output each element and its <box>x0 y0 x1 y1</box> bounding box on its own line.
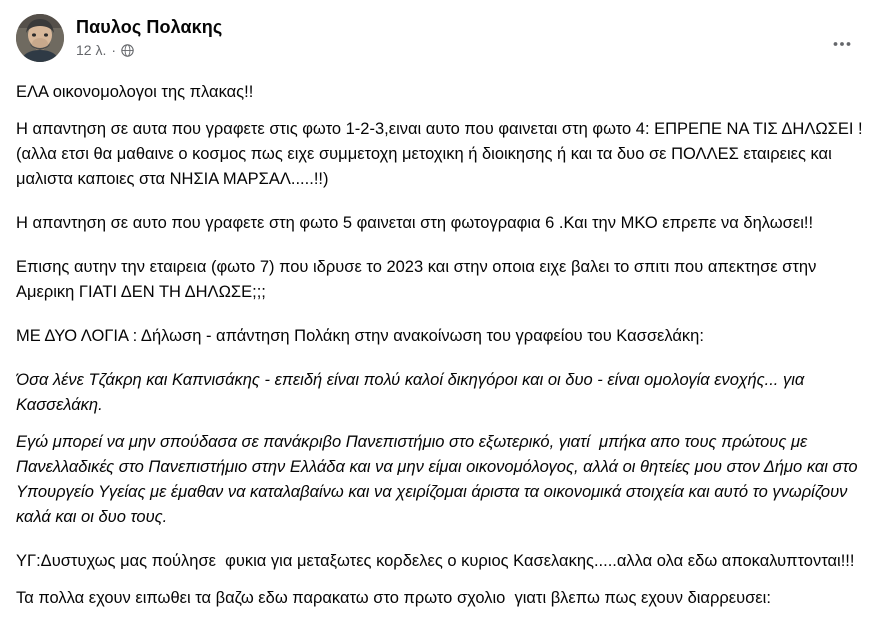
post-paragraph: Εγώ μπορεί να μην σπούδασα σε πανάκριβο Πανεπιστήμιο στο εξωτερικό, γιατί μπήκα απο τους πρώτους με Πανελλαδικές στο Πανεπιστήμιο στην Ελλάδα και να μην είμαι οικονομόλογος, αλλά οι θητείες μου στον Δήμο και στο Υπουργείο Υγείας με έμαθαν να καταλαβαίνω και να χειρίζομαι άριστα τα οικονομικά στοιχεία και αυτό το γνωρίζουν καλά και οι δυο τους. <box>16 433 862 526</box>
post-header <box>16 14 864 70</box>
post-paragraph: ΜΕ ΔΥΟ ΛΟΓΙΑ : Δήλωση - απάντηση Πολάκη στην ανακοίνωση του γραφείου του Κασσελάκη: <box>16 327 704 345</box>
post-paragraph: ΕΛΑ οικονομολογοι της πλακας!! <box>16 83 254 101</box>
post-paragraph: Τα πολλα εχουν ειπωθει τα βαζω εδω παρακατω στο πρωτο σχολιο γιατι βλεπω πως εχουν διαρρευσει: <box>16 589 771 607</box>
avatar[interactable] <box>16 14 64 62</box>
more-options-icon[interactable] <box>824 26 860 62</box>
meta-separator: · <box>111 42 117 58</box>
author-name[interactable]: Παυλος Πολακης <box>76 17 223 37</box>
post-paragraph: Επισης αυτην την εταιρεια (φωτο 7) που ιδρυσε το 2023 και στην οποια ειχε βαλει το σπιτι που απεκτησε στην Αμερικη ΓΙΑΤΙ ΔΕΝ ΤΗ ΔΗΛΩΣΕ;;; <box>16 258 821 301</box>
post-paragraph: ΥΓ:Δυστυχως μας πούλησε φυκια για μεταξωτες κορδελες ο κυριος Κασελακης.....αλλα ολα εδω αποκαλυπτονται!!! <box>16 552 855 570</box>
post-paragraph: Η απαντηση σε αυτα που γραφετε στις φωτο 1-2-3,ειναι αυτο που φαινεται στη φωτο 4: ΕΠΡΕΠΕ ΝΑ ΤΙΣ ΔΗΛΩΣΕΙ !(αλλα ετσι θα μαθαινε ο κοσμος πως ειχε συμμετοχη μετοχικη ή διοικησης ή και τα δυο σε ΠΟΛΛΕΣ εταιρειες και μαλιστα καποιες στα ΝΗΣΙΑ ΜΑΡΣΑΛ.....!!) <box>16 120 863 188</box>
post-paragraph: Η απαντηση σε αυτο που γραφετε στη φωτο 5 φαινεται στη φωτογραφια 6 .Και την ΜΚΟ επρεπε να δηλωσει!! <box>16 214 814 232</box>
post-text-body <box>16 80 864 611</box>
post-timestamp[interactable]: 12 λ. <box>76 42 107 58</box>
post-meta <box>76 41 222 59</box>
post-author-block <box>76 14 222 59</box>
globe-icon[interactable] <box>121 44 134 57</box>
post-paragraph: Όσα λένε Τζάκρη και Καπνισάκης - επειδή είναι πολύ καλοί δικηγόροι και οι δυο - είναι ομολογία ενοχής... για Κασσελάκη. <box>16 371 809 414</box>
